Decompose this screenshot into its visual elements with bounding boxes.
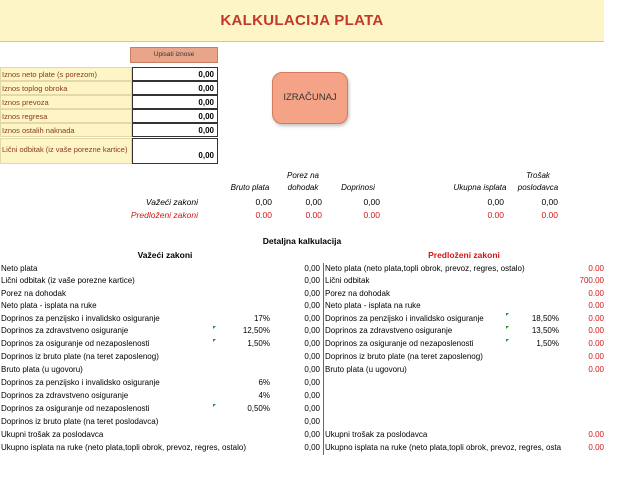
detail-right-value: 700.00 bbox=[579, 276, 604, 285]
detail-right-value: 0.00 bbox=[588, 326, 604, 335]
detail-left-value: 0,00 bbox=[304, 430, 320, 439]
detail-left-label: Porez na dohodak bbox=[1, 289, 66, 298]
detail-left-row bbox=[0, 390, 320, 402]
detail-right-percent: 1,50% bbox=[536, 339, 559, 348]
detail-left-label: Neto plata - isplata na ruke bbox=[1, 301, 97, 310]
input-label-topli-obrok: Iznos toplog obroka bbox=[0, 81, 132, 95]
summary-col-porez-line1: Porez na bbox=[286, 171, 320, 180]
detail-left-value: 0,00 bbox=[304, 326, 320, 335]
detail-left-value: 0,00 bbox=[304, 404, 320, 413]
cell-comment-indicator[interactable] bbox=[213, 326, 216, 329]
detail-left-row bbox=[0, 364, 320, 376]
summary-row-label-predlozeni: Predloženi zakoni bbox=[130, 210, 198, 220]
cell-comment-indicator[interactable] bbox=[213, 404, 216, 407]
summary-vazeci-trosak: 0,00 bbox=[541, 197, 558, 207]
calculate-button[interactable]: IZRAČUNAJ bbox=[272, 72, 348, 124]
detail-left-row bbox=[0, 377, 320, 389]
detail-left-value: 0,00 bbox=[304, 391, 320, 400]
cell-comment-indicator[interactable] bbox=[506, 326, 509, 329]
detail-left-value: 0,00 bbox=[304, 378, 320, 387]
summary-col-doprinosi-line2: Doprinosi bbox=[341, 183, 375, 192]
detail-left-row bbox=[0, 429, 320, 441]
summary-predlozeni-bruto: 0.00 bbox=[255, 210, 272, 220]
detail-right-label: Doprinos za zdravstveno osiguranje bbox=[325, 326, 453, 335]
detail-left-label: Doprinos za osiguranje od nezaposlenosti bbox=[1, 339, 150, 348]
regres-input[interactable]: 0,00 bbox=[132, 109, 218, 123]
detail-right-percent: 13,50% bbox=[531, 326, 559, 335]
detail-left-label: Doprinos za osiguranje od nezaposlenosti bbox=[1, 404, 150, 413]
detail-right-label: Porez na dohodak bbox=[325, 289, 390, 298]
summary-vazeci-ukupna: 0,00 bbox=[487, 197, 504, 207]
topli-obrok-input[interactable]: 0,00 bbox=[132, 81, 218, 95]
detail-left-row bbox=[0, 288, 320, 300]
detail-left-label: Lični odbitak (iz vaše porezne kartice) bbox=[1, 276, 135, 285]
neto-plata-input[interactable]: 0,00 bbox=[132, 67, 218, 81]
detail-right-label: Doprinos za osiguranje od nezaposlenosti bbox=[325, 339, 474, 348]
summary-col-doprinosi bbox=[330, 183, 386, 192]
detail-left-value: 0,00 bbox=[304, 443, 320, 452]
detail-right-row bbox=[325, 263, 604, 275]
summary-vazeci-bruto: 0,00 bbox=[255, 197, 272, 207]
detail-left-row bbox=[0, 351, 320, 363]
detail-right-title: Predloženi zakoni bbox=[428, 250, 500, 260]
page-title: KALKULACIJA PLATA bbox=[220, 12, 384, 29]
prevoz-input[interactable]: 0,00 bbox=[132, 95, 218, 109]
detail-left-label: Doprinos iz bruto plate (na teret zaposlenog) bbox=[1, 352, 159, 361]
detail-right-label: Neto plata - isplata na ruke bbox=[325, 301, 421, 310]
detail-left-title: Važeći zakoni bbox=[137, 250, 193, 260]
input-label-ostale-naknade: Iznos ostalih naknada bbox=[0, 123, 132, 137]
detail-left-row bbox=[0, 442, 320, 454]
detail-left-value: 0,00 bbox=[304, 264, 320, 273]
detail-right-value: 0.00 bbox=[588, 430, 604, 439]
detail-left-row bbox=[0, 300, 320, 312]
input-label-neto: Iznos neto plate (s porezom) bbox=[0, 67, 132, 81]
detail-right-value: 0.00 bbox=[588, 289, 604, 298]
detail-left-value: 0,00 bbox=[304, 301, 320, 310]
summary-col-porez-line2: dohodak bbox=[287, 183, 319, 192]
summary-col-trosak-line1: Trošak bbox=[526, 171, 550, 180]
detail-left-label: Doprinos za penzijsko i invalidsko osiguranje bbox=[1, 314, 160, 323]
detail-right-row bbox=[325, 313, 604, 325]
detail-left-label: Ukupni trošak za poslodavca bbox=[1, 430, 104, 439]
summary-col-trosak bbox=[508, 171, 568, 192]
detail-left-label: Doprinos za penzijsko i invalidsko osiguranje bbox=[1, 378, 160, 387]
detail-right-row bbox=[325, 429, 604, 441]
detail-right-label: Doprinos za penzijsko i invalidsko osiguranje bbox=[325, 314, 484, 323]
detail-left-label: Doprinos iz bruto plate (na teret poslodavca) bbox=[1, 417, 159, 426]
detail-left-row bbox=[0, 325, 320, 337]
detail-right-value: 0.00 bbox=[588, 365, 604, 374]
detail-left-percent: 6% bbox=[258, 378, 270, 387]
detail-right-row bbox=[325, 442, 604, 454]
detail-left-row bbox=[0, 403, 320, 415]
detail-right-row bbox=[325, 300, 604, 312]
cell-comment-indicator[interactable] bbox=[213, 339, 216, 342]
detail-left-value: 0,00 bbox=[304, 352, 320, 361]
inputs-header: Upisati iznose bbox=[130, 47, 218, 63]
detail-right-row bbox=[325, 364, 604, 376]
detail-left-value: 0,00 bbox=[304, 276, 320, 285]
summary-col-bruto-line2: Bruto plata bbox=[230, 183, 270, 192]
summary-vazeci-porez: 0,00 bbox=[305, 197, 322, 207]
detail-right-row bbox=[325, 325, 604, 337]
detail-left-value: 0,00 bbox=[304, 365, 320, 374]
detail-right-value: 0.00 bbox=[588, 339, 604, 348]
column-divider bbox=[323, 263, 324, 455]
summary-predlozeni-doprinosi: 0.00 bbox=[363, 210, 380, 220]
detail-left-row bbox=[0, 263, 320, 275]
detail-left-percent: 4% bbox=[258, 391, 270, 400]
detail-right-label: Neto plata (neto plata,topli obrok, prevoz, regres, ostalo) bbox=[325, 264, 525, 273]
detail-left-label: Neto plata bbox=[1, 264, 38, 273]
summary-vazeci-doprinosi: 0,00 bbox=[363, 197, 380, 207]
input-label-licni-odbitak: Lični odbitak (iz vaše porezne kartice) bbox=[0, 138, 132, 164]
licni-odbitak-input[interactable]: 0,00 bbox=[132, 138, 218, 164]
detail-right-value: 0.00 bbox=[588, 352, 604, 361]
summary-col-ukupna-line2: Ukupna isplata bbox=[453, 183, 507, 192]
input-label-prevoz: Iznos prevoza bbox=[0, 95, 132, 109]
summary-col-porez bbox=[278, 171, 328, 192]
summary-col-trosak-line2: poslodavca bbox=[517, 183, 559, 192]
detail-left-label: Ukupno isplata na ruke (neto plata,topli obrok, prevoz, regres, ostalo) bbox=[1, 443, 247, 452]
detail-left-label: Doprinos za zdravstveno osiguranje bbox=[1, 326, 129, 335]
detail-left-row bbox=[0, 275, 320, 287]
cell-comment-indicator[interactable] bbox=[506, 339, 509, 342]
detail-left-percent: 1,50% bbox=[247, 339, 270, 348]
detail-left-row bbox=[0, 338, 320, 350]
summary-predlozeni-ukupna: 0.00 bbox=[487, 210, 504, 220]
detail-right-row bbox=[325, 338, 604, 350]
summary-predlozeni-trosak: 0.00 bbox=[541, 210, 558, 220]
detail-right-label: Doprinos iz bruto plate (na teret zaposlenog) bbox=[325, 352, 483, 361]
detail-left-percent: 12,50% bbox=[242, 326, 270, 335]
detail-right-label: Ukupni trošak za poslodavca bbox=[325, 430, 428, 439]
detail-left-value: 0,00 bbox=[304, 339, 320, 348]
detail-left-percent: 17% bbox=[253, 314, 270, 323]
detail-right-value: 0.00 bbox=[588, 443, 604, 452]
summary-row-label-vazeci: Važeći zakoni bbox=[145, 197, 198, 207]
detail-left-label: Doprinos za zdravstveno osiguranje bbox=[1, 391, 129, 400]
detail-left-percent: 0,50% bbox=[247, 404, 270, 413]
detail-right-label: Lični odbitak bbox=[325, 276, 370, 285]
detail-right-row bbox=[325, 351, 604, 363]
input-label-regres: Iznos regresa bbox=[0, 109, 132, 123]
detail-right-label: Bruto plata (u ugovoru) bbox=[325, 365, 407, 374]
cell-comment-indicator[interactable] bbox=[506, 313, 509, 316]
detail-right-row bbox=[325, 275, 604, 287]
detail-left-label: Bruto plata (u ugovoru) bbox=[1, 365, 83, 374]
detail-right-percent: 18,50% bbox=[531, 314, 559, 323]
detail-right-row bbox=[325, 288, 604, 300]
detail-left-value: 0,00 bbox=[304, 314, 320, 323]
detail-right-label: Ukupno isplata na ruke (neto plata,topli obrok, prevoz, regres, osta bbox=[325, 443, 562, 452]
detail-right-value: 0.00 bbox=[588, 314, 604, 323]
detail-right-value: 0.00 bbox=[588, 264, 604, 273]
detail-left-row bbox=[0, 313, 320, 325]
summary-col-bruto bbox=[222, 183, 278, 192]
detail-title: Detaljna kalkulacija bbox=[262, 236, 342, 246]
detail-left-value: 0,00 bbox=[304, 289, 320, 298]
detail-left-value: 0,00 bbox=[304, 417, 320, 426]
summary-predlozeni-porez: 0.00 bbox=[305, 210, 322, 220]
ostale-naknade-input[interactable]: 0,00 bbox=[132, 123, 218, 137]
detail-left-row bbox=[0, 416, 320, 428]
detail-right-value: 0.00 bbox=[588, 301, 604, 310]
